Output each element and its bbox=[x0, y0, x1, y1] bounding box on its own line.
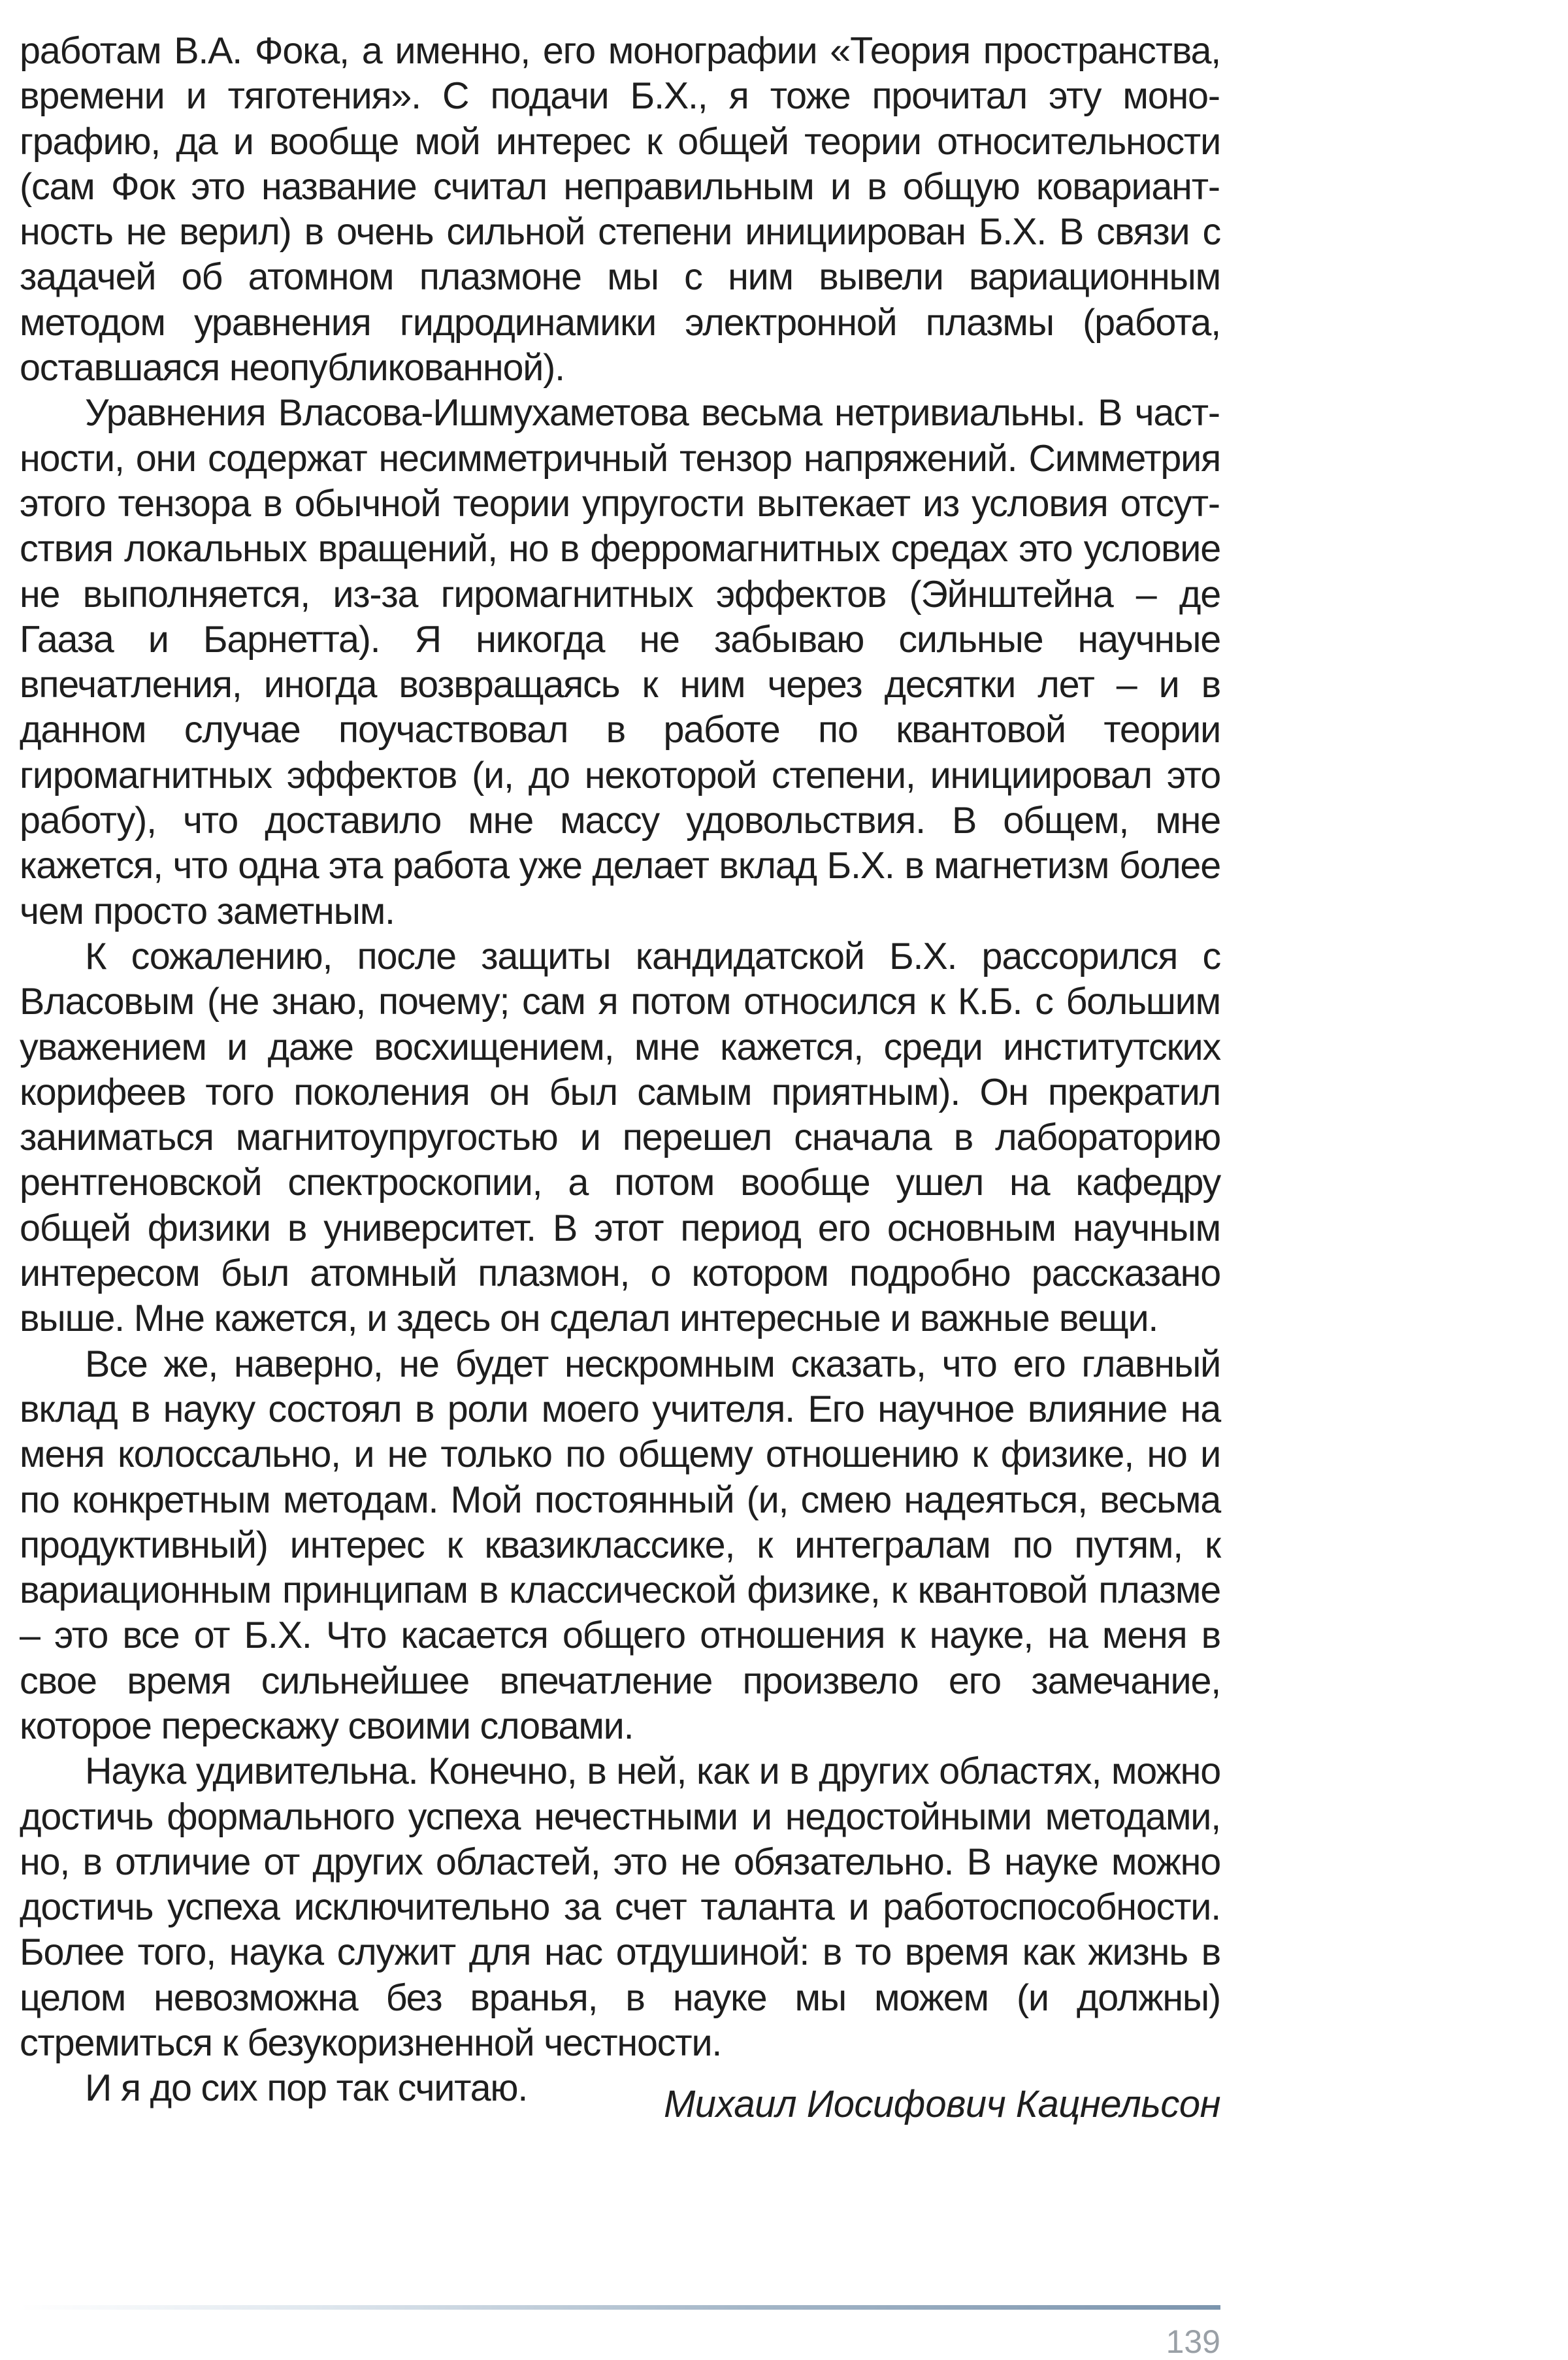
author-signature: Михаил Иосифович Кацнельсон bbox=[663, 2083, 1220, 2125]
page-number: 139 bbox=[1166, 2323, 1220, 2360]
paragraph-3: К сожалению, после защиты кандидатской Б.Х. рассорился с Власовым (не знаю, почему; сам я потом относился к К.Б. с большим уважением и даже восхищением, мне кажется, среди институтских корифеев того поколения он был самым приятным). Он прекратил заниматься магнитоупругостью и перешел сначала в лабораторию рентгеновской спектроскопии, а потом вообще ушел на кафедру общей физики в университет. В этот период его основным научным интересом был атомный плазмон, о котором подробно рассказано выше. Мне кажется, и здесь он сделал интересные и важные вещи. bbox=[20, 935, 1220, 1340]
paragraph-4: Все же, наверно, не будет нескромным сказать, что его главный вклад в науку состоял в роли моего учителя. Его научное влияние на меня колоссально, и не только по общему отношению к физике, но и по конкретным методам. Мой постоянный (и, смею надеяться, весьма продуктивный) интерес к квазиклассике, к интегралам по путям, к вариационным принципам в классической физике, к квантовой плазме – это все от Б.Х. Что касается общего отношения к науке, на меня в свое время сильнейшее впечатление произвело его замечание, которое перескажу своими словами. bbox=[20, 1343, 1220, 1747]
paragraph-6: И я до сих пор так считаю. bbox=[85, 2067, 528, 2110]
footer-divider bbox=[20, 2305, 1220, 2310]
paragraph-2: Уравнения Власова-Ишмухаметова весьма нетривиальны. В частности, они содержат несимметричный тензор напряжений. Симметрия этого тензора в обычной теории упругости вытекает из условия отсутствия локальных вращений, но в ферромагнитных средах это условие не выполняется, из-за гиромагнитных эффектов (Эйнштейна – де Гааза и Барнетта). Я никогда не забываю сильные научные впечатления, иногда возвращаясь к ним через десятки лет – и в данном случае поучаствовал в работе по квантовой теории гиромагнитных эффектов (и, до некоторой степени, инициировал это работу), что доставило мне массу удовольствия. В общем, мне кажется, что одна эта работа уже делает вклад Б.Х. в магнетизм более чем просто заметным. bbox=[20, 392, 1220, 932]
paragraph-1: работам В.А. Фока, а именно, его монографии «Теория пространства, времени и тяготения». С подачи Б.Х., я тоже прочитал эту монографию, да и вообще мой интерес к общей теории относительности (сам Фок это название считал неправильным и в общую ковариантность не верил) в очень сильной степени инициирован Б.Х. В связи с задачей об атомном плазмоне мы с ним вывели вариационным методом уравнения гидродинамики электронной плазмы (работа, оставшаяся неопубликованной). bbox=[20, 30, 1220, 389]
paragraph-5: Наука удивительна. Конечно, в ней, как и в других областях, можно достичь формального успеха нечестными и недостойными методами, но, в отличие от других областей, это не обязательно. В науке можно достичь успеха исключительно за счет таланта и работоспособности. Более того, наука служит для нас отдушиной: в то время как жизнь в целом невозможна без вранья, в науке мы можем (и должны) стремиться к безукоризненной честности. bbox=[20, 1750, 1220, 2065]
article-body bbox=[20, 29, 1220, 2112]
